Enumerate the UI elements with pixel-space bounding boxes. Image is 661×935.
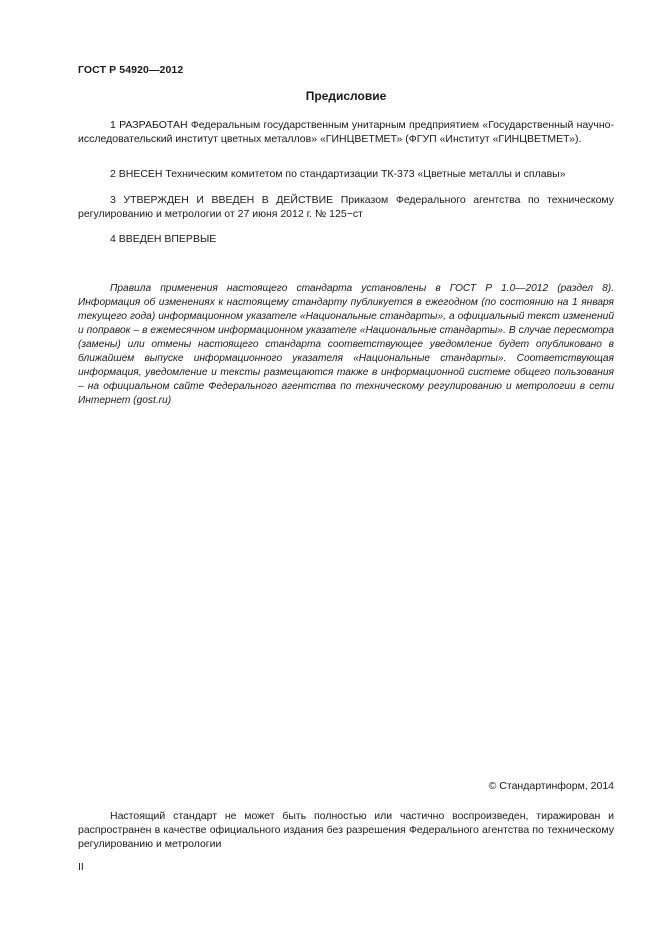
paragraph-developed-by xyxy=(78,118,614,146)
copyright-notice: © Стандартинформ, 2014 xyxy=(488,780,614,792)
paragraph-text: 1 РАЗРАБОТАН Федеральным государственным унитарным предприятием «Государственный научно-исследовательский институт цветных металлов» «ГИНЦВЕТМЕТ» (ФГУП «Институт «ГИНЦВЕТМЕТ»). xyxy=(78,119,614,146)
paragraph-text: 4 ВВЕДЕН ВПЕРВЫЕ xyxy=(110,233,217,245)
document-id-header: ГОСТ Р 54920—2012 xyxy=(78,64,184,76)
paragraph-text: 3 УТВЕРЖДЕН И ВВЕДЕН В ДЕЙСТВИЕ Приказом Федерального агентства по техническому регулированию и метрологии от 27 июня 2012 г. № 125−ст xyxy=(78,194,614,221)
paragraph-introduced-by xyxy=(78,167,614,181)
paragraph-introduced-first xyxy=(78,232,614,246)
section-title: Предисловие xyxy=(305,89,387,103)
page-number: II xyxy=(78,861,84,873)
application-rules-note: Правила применения настоящего стандарта установлены в ГОСТ Р 1.0—2012 (раздел 8). Информация об изменениях к настоящему стандарту публикуется в ежегодном (по состоянию на 1 января текущего года) информационном указателе «Национальные стандарты», а официальный текст изменений и поправок – в ежемесячном информационном указателе «Национальные стандарты». В случае пересмотра (замены) или отмены настоящего стандарта соответствующее уведомление будет опубликовано в ближайшем выпуске информационного указателя «Национальные стандарты». Соответствующая информация, уведомление и тексты размещаются также в информационной системе общего пользования – на официальном сайте Федерального агентства по техническому регулированию и метрологии в сети Интернет (gost.ru) xyxy=(78,283,614,406)
paragraph-text: 2 ВНЕСЕН Техническим комитетом по стандартизации ТК-373 «Цветные металлы и сплавы» xyxy=(110,168,566,180)
paragraph-approved xyxy=(78,193,614,221)
reproduction-notice: Настоящий стандарт не может быть полностью или частично воспроизведен, тиражирован и распространен в качестве официального издания без разрешения Федерального агентства по техническому регулированию и метрологии xyxy=(78,810,614,851)
